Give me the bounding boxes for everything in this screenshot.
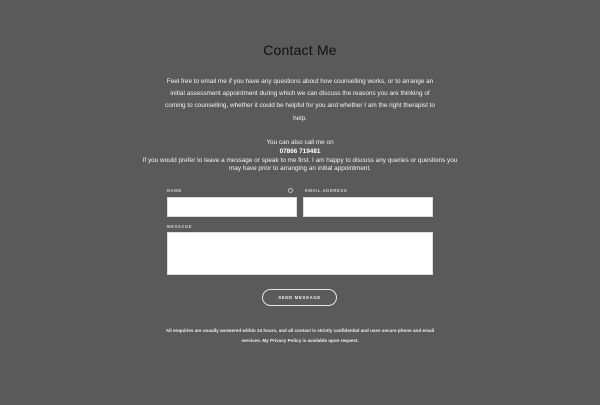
call-line: You can also call me on (266, 139, 334, 146)
message-label: MESSAGE (167, 224, 193, 229)
email-input[interactable] (303, 197, 433, 217)
footer-note: All enquiries are usually answered within 24 hours, and all contact is strictly confidential and uses secure phone and email services. My Privacy Policy is available upon request. (165, 328, 435, 343)
email-label: EMAIL ADDRESS (305, 188, 348, 193)
info-icon (288, 188, 293, 193)
call-note: If you would prefer to leave a message or speak to me first. I am happy to discuss any queries or questions you may have prior to arranging an initial appointment. (142, 156, 458, 173)
message-textarea[interactable] (167, 232, 433, 275)
phone-number: 07866 719481 (279, 147, 321, 155)
page-title: Contact Me (263, 42, 337, 58)
send-message-button[interactable]: SEND MESSAGE (262, 289, 337, 306)
name-label: NAME (167, 188, 182, 193)
call-section (140, 139, 460, 174)
name-input[interactable] (167, 197, 297, 217)
intro-text: Feel free to email me if you have any questions about how counselling works, or to arrange an initial assessment appointment during which we can discuss the reasons you are thinking of coming to counselling, whether it could be helpful for you and whether I am the right therapist to help. (165, 78, 435, 122)
